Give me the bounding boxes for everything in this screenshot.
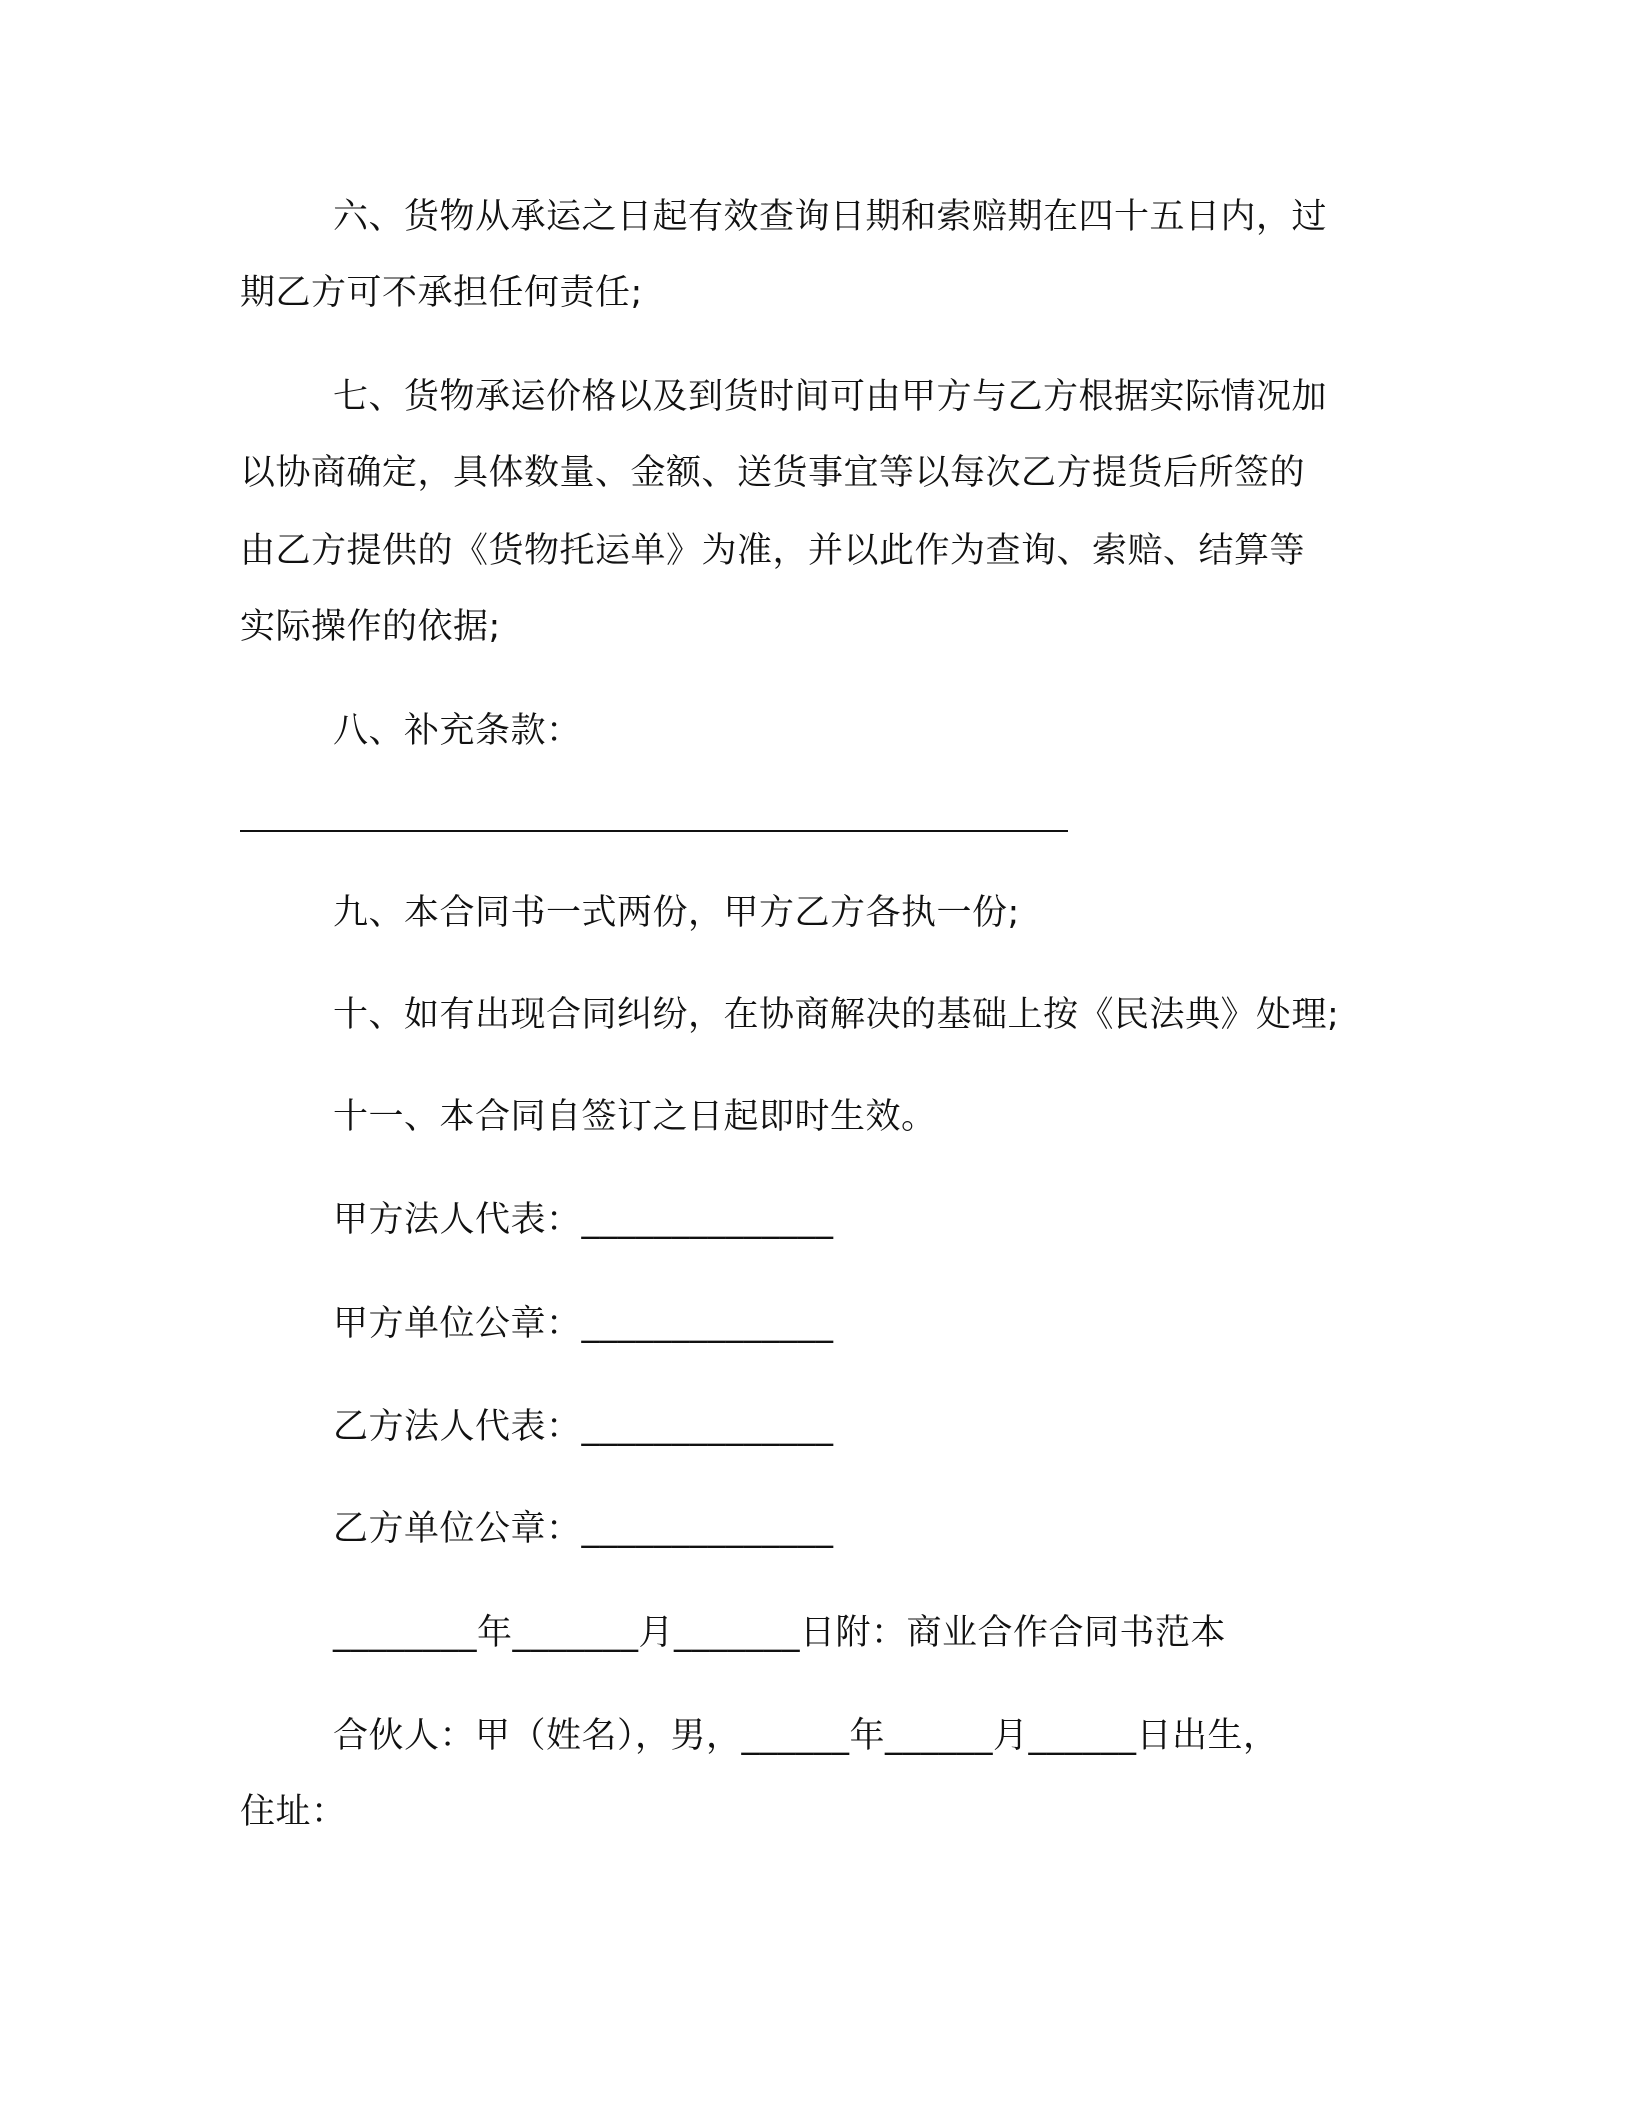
- clause-six-line2: 期乙方可不承担任何责任;: [240, 273, 643, 313]
- party-b-seal: 乙方单位公章：______________: [333, 1509, 834, 1549]
- clause-eleven: 十一、本合同自签订之日起即时生效。: [333, 1097, 937, 1137]
- clause-nine: 九、本合同书一式两份，甲方乙方各执一份;: [333, 893, 1020, 933]
- supplementary-terms-blank-line: [240, 830, 1068, 832]
- clause-seven-line1: 七、货物承运价格以及到货时间可由甲方与乙方根据实际情况加: [333, 377, 1328, 417]
- clause-seven-line2: 以协商确定，具体数量、金额、送货事宜等以每次乙方提货后所签的: [240, 453, 1306, 493]
- clause-seven-line3: 由乙方提供的《货物托运单》为准，并以此作为查询、索赔、结算等: [240, 531, 1306, 571]
- clause-seven-line4: 实际操作的依据;: [240, 607, 501, 647]
- party-a-representative: 甲方法人代表：______________: [333, 1200, 834, 1240]
- date-line: ________年_______月_______日附：商业合作合同书范本: [333, 1613, 1227, 1653]
- address-label: 住址：: [240, 1792, 347, 1832]
- party-b-representative: 乙方法人代表：______________: [333, 1407, 834, 1447]
- clause-six-line1: 六、货物从承运之日起有效查询日期和索赔期在四十五日内，过: [333, 197, 1328, 237]
- clause-ten: 十、如有出现合同纠纷，在协商解决的基础上按《民法典》处理;: [333, 995, 1340, 1035]
- partner-a-line: 合伙人：甲（姓名），男，______年______月______日出生，: [333, 1716, 1279, 1756]
- clause-eight: 八、补充条款：: [333, 711, 582, 751]
- party-a-seal: 甲方单位公章：______________: [333, 1304, 834, 1344]
